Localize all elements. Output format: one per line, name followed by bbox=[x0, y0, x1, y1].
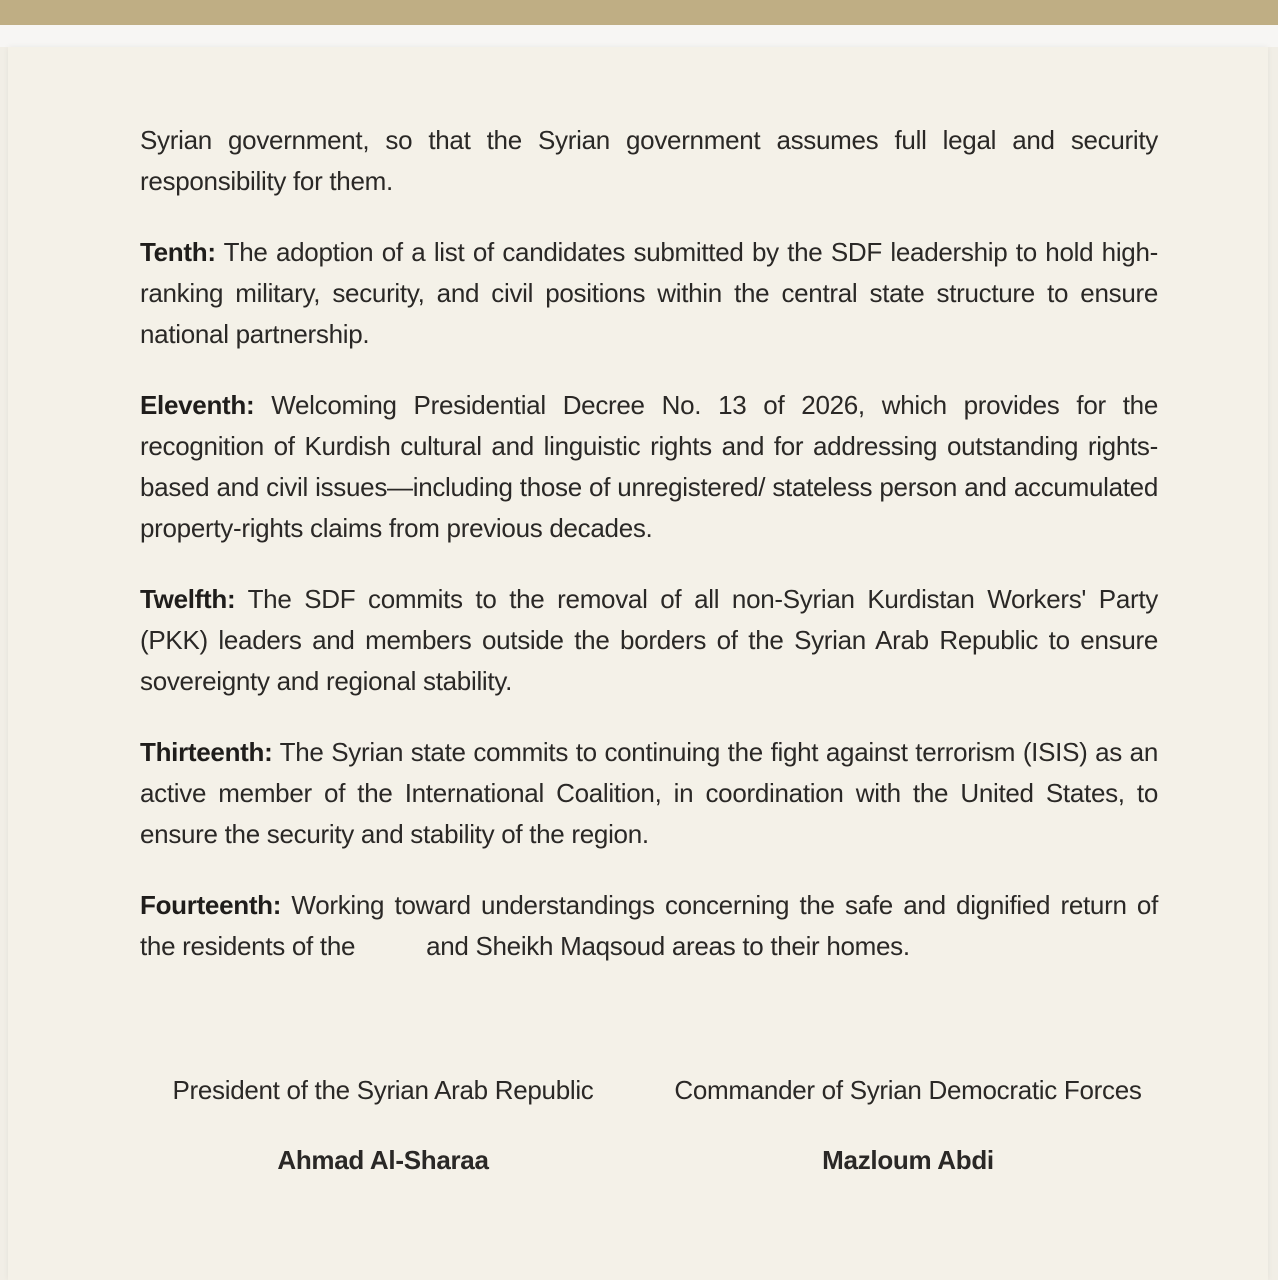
clause-heading: Thirteenth: bbox=[140, 737, 273, 767]
signatory-title: Commander of Syrian Democratic Forces bbox=[674, 1075, 1142, 1105]
clause-text: The adoption of a list of candidates submitted by the SDF leadership to hold high-ranking military, security, and civil positions within the central state structure to ensure national partnership. bbox=[140, 237, 1158, 349]
clause-text: The SDF commits to the removal of all non-Syrian Kurdistan Workers' Party (PKK) leaders and members outside the borders of the Syrian Arab Republic to ensure sovereignty and regional stability. bbox=[140, 584, 1158, 696]
clause-fourteenth bbox=[140, 885, 1158, 967]
clause-eleventh bbox=[140, 385, 1158, 549]
continuation-paragraph: Syrian government, so that the Syrian government assumes full legal and security responsibility for them. bbox=[140, 125, 1158, 196]
clause-heading: Tenth: bbox=[140, 237, 216, 267]
clause-heading: Eleventh: bbox=[140, 390, 255, 420]
clause-heading: Twelfth: bbox=[140, 584, 236, 614]
clause-twelfth bbox=[140, 579, 1158, 702]
signatory-left bbox=[148, 1070, 618, 1180]
signatory-right bbox=[648, 1070, 1168, 1180]
header-gap bbox=[0, 25, 1278, 47]
signatory-title: President of the Syrian Arab Republic bbox=[172, 1075, 594, 1105]
signatory-name: Mazloum Abdi bbox=[822, 1145, 994, 1175]
signatory-name: Ahmad Al-Sharaa bbox=[277, 1145, 489, 1175]
clause-heading: Fourteenth: bbox=[140, 890, 282, 920]
clause-text: Welcoming Presidential Decree No. 13 of 2026, which provides for the recognition of Kurdish cultural and linguistic rights and for addressing outstanding rights-based and civil issues—including those of unregistered/ stateless person and accumulated property-rights claims from previous decades. bbox=[140, 390, 1158, 543]
clause-text: and Sheikh Maqsoud areas to their homes. bbox=[419, 931, 910, 961]
document-body bbox=[140, 120, 1158, 997]
clause-text: The Syrian state commits to continuing the fight against terrorism (ISIS) as an active member of the International Coalition, in coordination with the United States, to ensure the security and stability of the region. bbox=[140, 737, 1158, 849]
top-color-band bbox=[0, 0, 1278, 25]
clause-thirteenth bbox=[140, 732, 1158, 855]
clause-tenth bbox=[140, 232, 1158, 355]
clause-text: Working toward understandings concerning the safe and dignified return of the residents of the bbox=[140, 890, 1158, 961]
